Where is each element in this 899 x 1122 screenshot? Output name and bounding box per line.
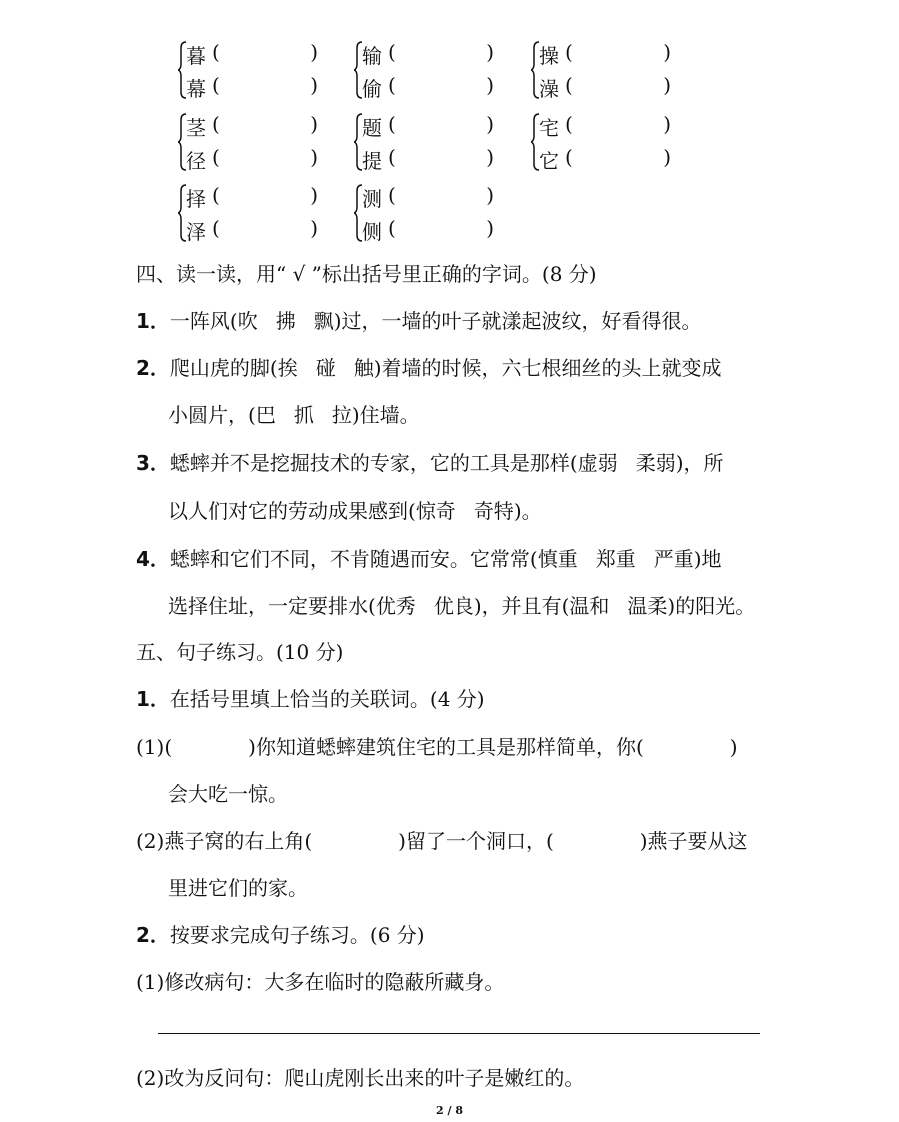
sentence-5-2-2: (2)改为反问句：爬山虎刚长出来的叶子是嫩红的。 [136,1066,585,1090]
subquestion-5-2: 2．按要求完成句子练习。(6 分) [136,923,425,947]
character: 输 [362,44,382,68]
character-pair [531,110,681,176]
pair-line: 提 ( ) [362,145,494,173]
choice-option[interactable]: 温柔 [627,594,668,618]
pair-line: 茎 ( ) [186,112,318,140]
pair-line: 偷 ( ) [362,73,494,101]
choice-option[interactable]: 虚弱 [577,451,618,475]
question-4-2: 2．爬山虎的脚(挨 碰 触)着墙的时候，六七根细丝的头上就变成 [136,356,722,380]
choice-option[interactable]: 温和 [569,594,610,618]
pair-line: 测 ( ) [362,183,494,211]
choice-option[interactable]: 奇特 [473,499,514,523]
question-4-3-line2: 以人们对它的劳动成果感到(惊奇 奇特)。 [168,499,542,523]
choice-options[interactable] [538,547,694,571]
pair-line: 操 ( ) [539,40,671,68]
character: 侧 [362,220,382,244]
choice-option[interactable]: 抓 [293,403,314,427]
question-4-4: 4．蟋蟀和它们不同，不肯随遇而安。它常常(慎重 郑重 严重)地 [136,547,722,571]
pair-line: 暮 ( ) [186,40,318,68]
choice-option[interactable]: 吹 [237,309,258,333]
question-number: 1． [136,687,170,711]
character-pair [354,110,504,176]
pair-line: 径 ( ) [186,145,318,173]
answer-line[interactable] [158,1033,760,1034]
sentence-5-2-1: (1)修改病句：大多在临时的隐蔽所藏身。 [136,970,505,994]
question-4-3: 3．蟋蟀并不是挖掘技术的专家，它的工具是那样(虚弱 柔弱)，所 [136,451,724,475]
choice-option[interactable]: 柔弱 [635,451,676,475]
choice-option[interactable]: 拉 [331,403,352,427]
choice-option[interactable]: 郑重 [595,547,636,571]
character: 径 [186,149,206,173]
choice-options[interactable] [256,403,352,427]
choice-option[interactable]: 慎重 [537,547,578,571]
page-number: 2 / 8 [436,1104,463,1117]
choice-options[interactable] [569,594,667,618]
question-4-1: 1．一阵风(吹 拂 飘)过，一墙的叶子就漾起波纹，好看得很。 [136,309,702,333]
choice-options[interactable] [238,309,334,333]
choice-option[interactable]: 飘 [313,309,334,333]
character: 测 [362,187,382,211]
sentence-5-1-2: (2)燕子窝的右上角( )留了一个洞口，( )燕子要从这 [136,829,748,853]
choice-options[interactable] [376,594,474,618]
character: 它 [539,149,559,173]
choice-option[interactable]: 惊奇 [415,499,456,523]
pair-line: 题 ( ) [362,112,494,140]
character-pair [354,38,504,104]
character: 幕 [186,77,206,101]
pair-line: 澡 ( ) [539,73,671,101]
character: 宅 [539,116,559,140]
character: 择 [186,187,206,211]
choice-option[interactable]: 拂 [275,309,296,333]
character-pair [178,38,328,104]
character: 泽 [186,220,206,244]
choice-option[interactable]: 巴 [255,403,276,427]
choice-options[interactable] [416,499,514,523]
pair-line: 宅 ( ) [539,112,671,140]
question-number: 2． [136,923,170,947]
character: 题 [362,116,382,140]
choice-option[interactable]: 挨 [277,356,298,380]
character: 提 [362,149,382,173]
pair-line: 泽 ( ) [186,216,318,244]
sentence-5-1-2-line2: 里进它们的家。 [168,876,308,900]
character-pair [178,110,328,176]
choice-options[interactable] [578,451,676,475]
section-5-heading: 五、句子练习。(10 分) [136,640,344,664]
pair-line: 择 ( ) [186,183,318,211]
pair-line: 幕 ( ) [186,73,318,101]
character: 澡 [539,77,559,101]
question-number: 3． [136,451,170,475]
pair-line: 侧 ( ) [362,216,494,244]
character: 茎 [186,116,206,140]
choice-option[interactable]: 优秀 [375,594,416,618]
question-number: 4． [136,547,170,571]
character-pair [531,38,681,104]
choice-option[interactable]: 严重 [653,547,694,571]
character: 操 [539,44,559,68]
choice-option[interactable]: 碰 [315,356,336,380]
character: 暮 [186,44,206,68]
question-4-2-line2: 小圆片，(巴 抓 拉)住墙。 [168,403,420,427]
choice-option[interactable]: 优良 [433,594,474,618]
section-4-heading: 四、读一读，用“ √ ”标出括号里正确的字词。(8 分) [136,262,597,286]
subquestion-5-1: 1．在括号里填上恰当的关联词。(4 分) [136,687,485,711]
pair-line: 它 ( ) [539,145,671,173]
pair-line: 输 ( ) [362,40,494,68]
character-pair [178,181,328,247]
character: 偷 [362,77,382,101]
question-number: 1． [136,309,170,333]
question-number: 2． [136,356,170,380]
question-4-4-line2: 选择住址，一定要排水(优秀 优良)，并且有(温和 温柔)的阳光。 [168,594,756,618]
sentence-5-1-1: (1)( )你知道蟋蟀建筑住宅的工具是那样简单，你( ) [136,735,738,759]
sentence-5-1-1-line2: 会大吃一惊。 [168,782,288,806]
character-pair [354,181,504,247]
choice-option[interactable]: 触 [353,356,374,380]
choice-options[interactable] [278,356,374,380]
